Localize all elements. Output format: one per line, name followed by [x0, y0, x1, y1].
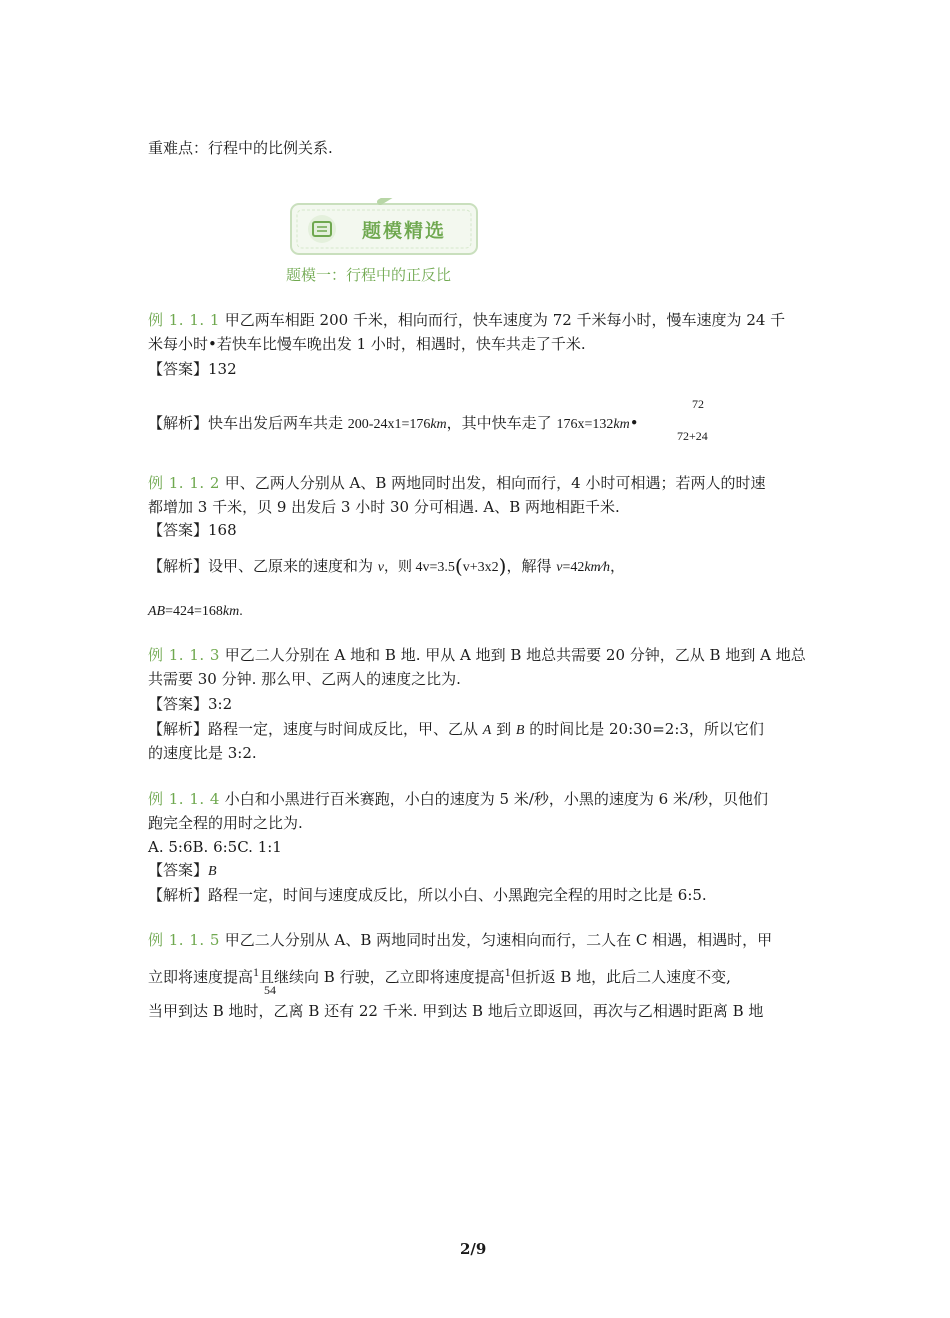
example-3-solution	[148, 717, 764, 743]
example-1-solution-expr-1: 200-24x1=176	[347, 417, 431, 432]
example-2-solution-value: =42	[562, 560, 585, 575]
example-5-sup-1: 1	[253, 965, 260, 979]
example-2-ab-value: =424=168	[165, 604, 223, 619]
example-4-options: A. 5:6B. 6:5C. 1:1	[148, 838, 282, 856]
example-3-answer: 【答案】3:2	[148, 695, 233, 713]
example-3-solution-rest: 的时间比是 20:30=2:3，所以它们	[524, 720, 764, 738]
example-3-line-1	[148, 643, 806, 667]
badge-title: 题模精选	[362, 220, 447, 242]
example-2-ab-unit: km	[222, 604, 240, 619]
example-2-answer: 【答案】168	[148, 521, 237, 539]
example-1-text-1: 甲乙两车相距 200 千米，相向而行，快车速度为 72 千米每小时，慢车速度为 24 千	[224, 311, 786, 329]
example-5-subscript: 54	[264, 983, 276, 997]
badge-subtitle: 题模一：行程中的正反比	[286, 266, 452, 284]
example-2-label: 例 1. 1. 2	[148, 474, 220, 492]
example-2-line-1	[148, 471, 765, 495]
example-2-solution-paren-left: (	[454, 554, 463, 578]
example-2-ab-label: AB	[148, 604, 166, 619]
example-5-text-2b: 且继续向 B 行驶，乙立即将速度提高	[259, 968, 505, 986]
example-3-text-1: 甲乙二人分别在 A 地和 B 地. 甲从 A 地到 B 地总共需要 20 分钟，乙从 B 地到 A 地总	[224, 646, 806, 664]
example-1-solution-expr-2: 176x=132	[556, 417, 614, 432]
example-3-solution-to: 到	[491, 720, 516, 738]
example-1-fraction-numerator: 72	[692, 397, 704, 411]
example-5-line-2	[148, 960, 731, 989]
example-2-ab-period: .	[239, 604, 243, 619]
example-1-line-1	[148, 308, 785, 332]
example-2-solution-lead: 【解析】设甲、乙原来的速度和为	[148, 557, 378, 575]
example-5-sup-2: 1	[504, 965, 511, 979]
example-1-line-2: 米每小时•若快车比慢车晚出发 1 小时，相遇时，快车共走了千米.	[148, 335, 586, 353]
example-2-solution-eq: ，则 4v=3.5	[384, 560, 455, 575]
example-5-text-2a: 立即将速度提高	[148, 968, 254, 986]
example-1-solution-dot: •	[629, 414, 639, 432]
example-2-text-1: 甲、乙两人分别从 A、B 两地同时出发，相向而行，4 小时可相遇；若两人的时速	[224, 474, 766, 492]
page-number: 2/9	[460, 1240, 487, 1258]
example-2-solution-ab	[148, 598, 243, 624]
example-3-solution-lead: 【解析】路程一定，速度与时间成反比，甲、乙从	[148, 720, 483, 738]
example-4-text-1: 小白和小黑进行百米赛跑，小白的速度为 5 米/秒，小黑的速度为 6 米/秒，贝他们	[224, 790, 769, 808]
example-1-solution-lead: 【解析】快车出发后两车共走	[148, 414, 348, 432]
example-1-solution	[148, 411, 639, 437]
example-1-solution-mid: ，其中快车走了	[446, 414, 557, 432]
example-5-line-1	[148, 928, 772, 952]
example-1-solution-unit-1: km	[430, 417, 447, 432]
example-2-solution-var-v: v	[377, 560, 384, 575]
example-2-solution-paren-right: )	[498, 554, 507, 578]
example-5-label: 例 1. 1. 5	[148, 931, 220, 949]
example-5-text-1: 甲乙二人分别从 A、B 两地同时出发，匀速相向而行，二人在 C 相遇，相遇时，甲	[224, 931, 773, 949]
example-2-solution-comma: ，	[610, 557, 626, 575]
example-3-label: 例 1. 1. 3	[148, 646, 220, 664]
example-5-line-3: 当甲到达 B 地时，乙离 B 还有 22 千米. 甲到达 B 地后立即返回，再次与乙相遇时距离 B 地	[148, 1002, 764, 1020]
example-4-line-1	[148, 787, 768, 811]
example-4-solution: 【解析】路程一定，时间与速度成反比，所以小白、小黑跑完全程的用时之比是 6:5.	[148, 886, 707, 904]
example-2-solution-var-v2: v	[556, 560, 563, 575]
example-4-answer	[148, 858, 217, 884]
example-4-answer-value: B	[208, 864, 217, 879]
example-2-solution-inner: v+3x2	[462, 560, 499, 575]
section-badge	[288, 198, 480, 258]
example-5-text-2c: 但折返 B 地，此后二人速度不变,	[510, 968, 731, 986]
key-point-text: 重难点：行程中的比例关系.	[148, 139, 333, 157]
example-1-solution-unit-2: km	[613, 417, 630, 432]
example-3-solution-b: B	[515, 723, 525, 738]
example-3-solution-a: A	[482, 723, 492, 738]
example-2-line-2: 都增加 3 千米，贝 9 出发后 3 小时 30 分可相遇. A、B 两地相距千米.	[148, 498, 620, 516]
example-1-fraction-denominator: 72+24	[677, 429, 708, 443]
example-3-solution-line-2: 的速度比是 3:2.	[148, 744, 257, 762]
example-2-solution-unit: km⁄h	[584, 560, 611, 575]
example-1-answer: 【答案】132	[148, 360, 237, 378]
example-4-answer-label: 【答案】	[148, 861, 209, 879]
example-2-solution-solve: ，解得	[506, 557, 557, 575]
example-4-line-2: 跑完全程的用时之比为.	[148, 814, 303, 832]
example-2-solution	[148, 554, 625, 580]
example-4-label: 例 1. 1. 4	[148, 790, 220, 808]
example-1-label: 例 1. 1. 1	[148, 311, 220, 329]
example-3-line-2: 共需要 30 分钟. 那么甲、乙两人的速度之比为.	[148, 670, 461, 688]
